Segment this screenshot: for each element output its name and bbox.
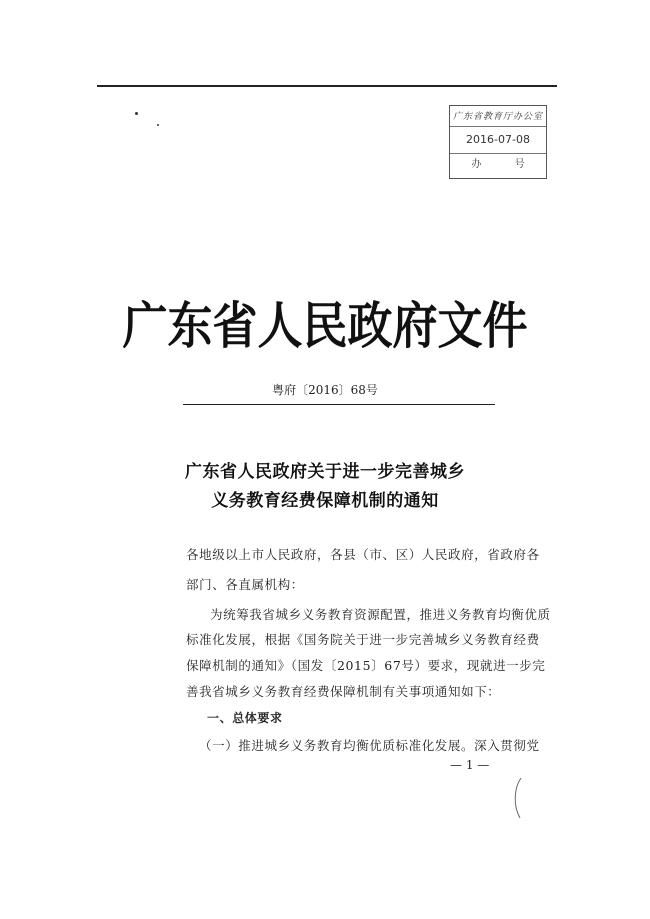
scan-speck [135, 112, 138, 115]
paragraph-1-line-2: 标准化发展，根据《国务院关于进一步完善城乡义务教育经费 [186, 632, 540, 647]
paragraph-1-line-1: 为统筹我省城乡义务教育资源配置，推进义务教育均衡优质 [210, 607, 551, 622]
paragraph-1-line-4: 善我省城乡义务教育经费保障机制有关事项通知如下： [186, 684, 501, 699]
margin-scan-mark [511, 776, 523, 820]
masthead-title: 广东省人民政府文件 [122, 296, 528, 355]
addressee-line-2: 部门、各直属机构： [186, 577, 304, 592]
stamp-label-left: 办 [471, 159, 482, 170]
stamp-date: 2016-07-08 [450, 127, 546, 154]
top-rule [97, 85, 557, 87]
stamp-label-row [450, 154, 546, 176]
document-title-line-2: 义务教育经费保障机制的通知 [211, 491, 439, 511]
page-number: — 1 — [450, 758, 490, 772]
paragraph-1-line-3: 保障机制的通知》（国发〔2015〕67号）要求，现就进一步完 [186, 658, 546, 673]
stamp-label-right: 号 [514, 159, 525, 170]
item-1-line: （一）推进城乡义务教育均衡优质标准化发展。深入贯彻党 [199, 738, 540, 753]
section-heading: 一、总体要求 [207, 711, 283, 725]
scan-speck [157, 124, 159, 126]
separator-rule [183, 404, 495, 405]
receipt-stamp [449, 105, 547, 179]
document-title-line-1: 广东省人民政府关于进一步完善城乡 [185, 462, 465, 482]
addressee-line-1: 各地级以上市人民政府，各县（市、区）人民政府，省政府各 [186, 547, 540, 562]
stamp-office: 广东省教育厅办公室 [450, 108, 546, 127]
document-number: 粤府〔2016〕68号 [272, 383, 378, 397]
